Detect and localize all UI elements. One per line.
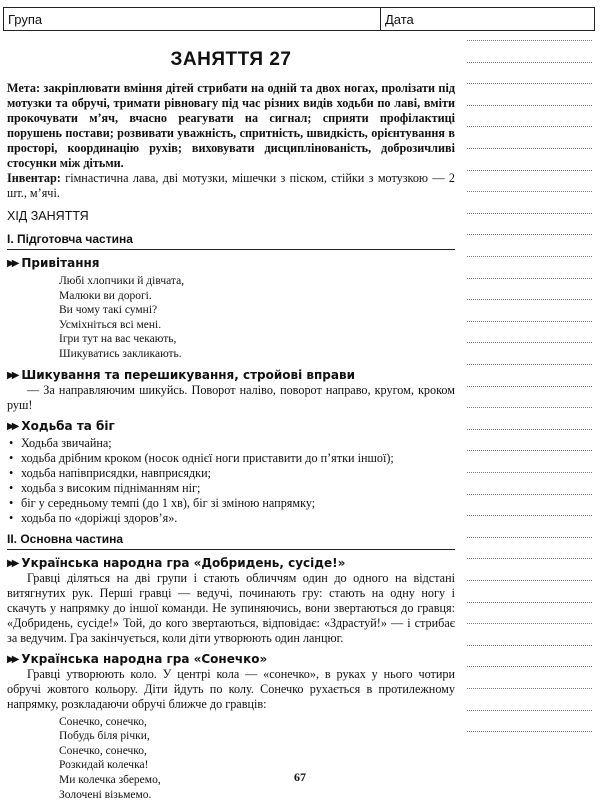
list-item: • ходьба напівприсядки, навприсядки; [7,466,455,481]
poem-line: Розкидай колечка! [59,759,149,772]
course-heading: ХІД ЗАНЯТТЯ [7,209,89,223]
note-line [467,234,592,235]
inventory-paragraph [7,171,455,201]
list-item: • ходьба дрібним кроком (носок однієї ноги приставити до п’ятки іншої); [7,451,455,466]
poem-line: Побудь біля річки, [59,730,150,743]
poem-line: Сонечко, сонечко, [59,715,147,728]
greeting-poem [59,274,455,362]
game2-heading [7,652,455,667]
double-arrow-icon: ▶▶ [7,557,17,569]
note-line [467,688,592,689]
note-line [467,580,592,581]
note-line [467,666,592,667]
note-line [467,710,592,711]
inventory-label: Інвентар: [7,171,61,185]
double-arrow-icon: ▶▶ [7,258,17,269]
game2-title: Українська народна гра «Сонечко» [21,651,268,666]
poem-line: Малюки ви дорогі. [59,289,152,302]
note-line [467,213,592,214]
walking-list [7,436,455,526]
game2-poem [59,715,455,802]
walking-heading [7,419,455,434]
formation-title: Шикування та перешикування, стройові вправи [21,367,355,382]
note-line [467,429,592,430]
note-line [467,321,592,322]
note-line [467,126,592,127]
date-field [381,8,594,30]
formation-text: — За направляючим шикуйсь. Поворот наліво, поворот направо, кругом, кроком руш! [7,382,455,412]
note-line [467,299,592,300]
note-line [467,731,592,732]
part1-heading: I. Підготовча частина [7,232,455,250]
note-line [467,105,592,106]
poem-line: Ми колечка зберемо, [59,773,161,786]
note-line [467,83,592,84]
double-arrow-icon: ▶▶ [7,653,17,665]
poem-line: Сонечко, сонечко, [59,744,147,757]
formation-heading [7,368,455,383]
note-line [467,515,592,516]
note-line [467,364,592,365]
note-line [467,450,592,451]
header-table [3,7,595,31]
game1-heading [7,556,455,571]
note-line [467,148,592,149]
poem-line: Шикуватись закликають. [59,347,182,360]
list-item: • біг у середньому темпі (до 1 хв), біг зі зміною напрямку; [7,496,455,511]
poem-line: Золочені візьмемо. [59,788,152,801]
double-arrow-icon: ▶▶ [7,420,17,432]
lesson-content [7,49,456,802]
list-item: • ходьба з високим підніманням ніг; [7,481,455,496]
inventory-text: гімнастична лава, дві мотузки, мішечки з піском, стійки з мотузкою — 2 шт., м’ячі. [7,171,455,200]
page-number: 67 [294,770,306,784]
poem-line: Любі хлопчики й дівчата, [59,275,185,287]
group-field [4,8,381,30]
lesson-title: ЗАНЯТТЯ 27 [170,49,292,70]
note-line [467,494,592,495]
note-line [467,472,592,473]
note-line [467,62,592,63]
note-line [467,407,592,408]
list-item: • ходьба по «доріжці здоров’я». [7,511,455,526]
note-line [467,278,592,279]
part2-heading: II. Основна частина [7,532,455,550]
note-line [467,40,592,41]
note-line [467,256,592,257]
poem-line: Ігри тут на вас чекають, [59,333,177,346]
note-line [467,558,592,559]
goal-text: закріплювати вміння дітей стрибати на одній та двох ногах, пролізати під мотузки та обручі, тримати рівновагу під час різних видів ходьби по лаві, вміти прокочувати м’яч, вчасно реагувати на сигнал; сприяти профілактиці порушень постави; розвивати уважність, спритність, швидкість, орієнтування в просторі, координацію рухів; виховувати дисциплінованість, доброзичливі стосунки між дітьми. [7,81,456,170]
double-arrow-icon: ▶▶ [7,369,17,381]
game1-title: Українська народна гра «Добридень, сусіде!» [21,555,346,570]
walking-title: Ходьба та біг [21,418,115,433]
game1-text: Гравці діляться на дві групи і стають обличчям один до одного на відстані витягнутих рук. Перші гравці — ведучі, починають гру: стають на одну ногу і скачуть у напрямку до іншої команди. Не зупиняючись, вони звертаються до гравця: «Добридень, сусіде!» Той, до кого звертаються, відповідає: «Здрастуй!» — і стрибає за ведучим. Гра закінчується, коли діти утворюють один ланцюг. [7,570,455,645]
note-line [467,645,592,646]
note-line [467,170,592,171]
goal-paragraph [7,81,455,171]
poem-line: Усміхніться всі мені. [59,318,162,331]
group-label: Група [8,12,43,27]
note-line [467,602,592,603]
game2-text: Гравці утворюють коло. У центрі кола — «сонечко», в руках у нього чотири обручі жовтого кольору. Діти йдуть по колу. Сонечко рухається в протилежному напрямку, розкладаючи обручі ближче до гравців: [7,666,455,711]
list-item: • Ходьба звичайна; [7,436,455,451]
note-line [467,386,592,387]
goal-label: Мета: [7,81,41,95]
greeting-title: Привітання [21,256,100,270]
greeting-heading [7,256,455,271]
note-line [467,537,592,538]
note-line [467,191,592,192]
poem-line: Ви чому такі сумні? [59,304,158,317]
date-label: Дата [385,12,414,27]
note-line [467,342,592,343]
note-line [467,623,592,624]
